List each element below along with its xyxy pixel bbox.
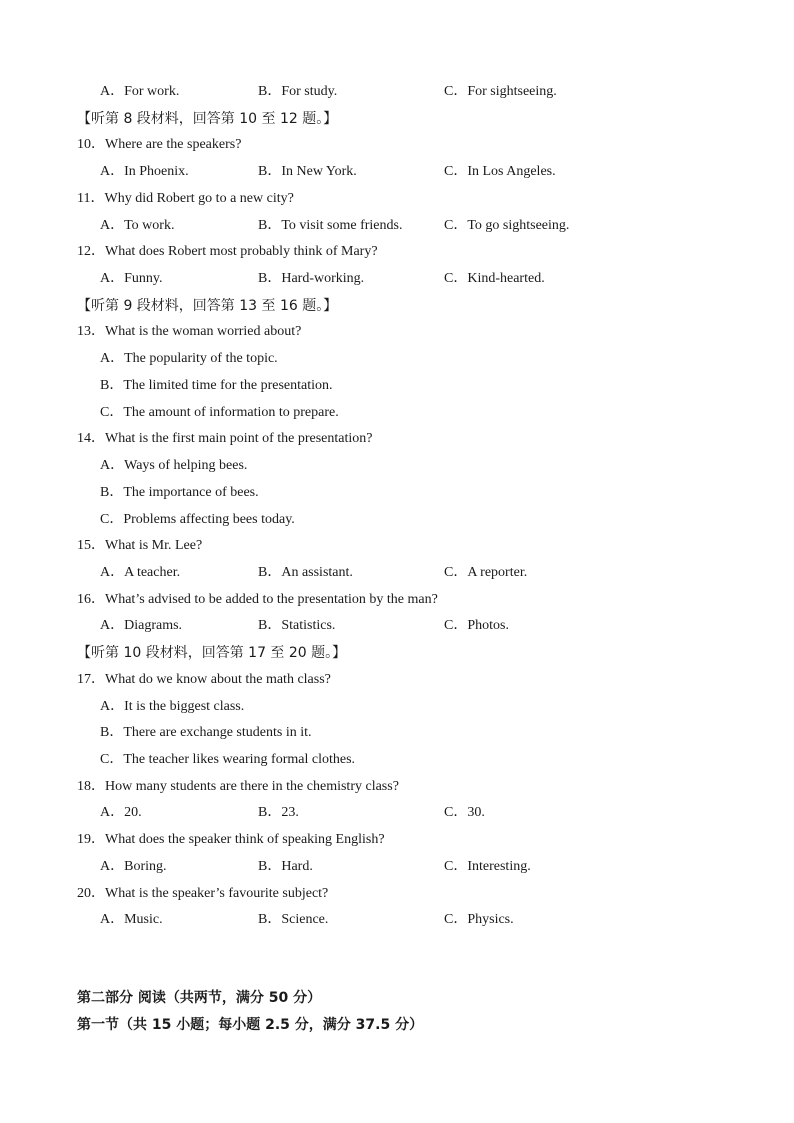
- option-b: B．Hard-working.: [258, 271, 365, 286]
- option-a: A．Boring.: [100, 859, 167, 874]
- section-instruction: 【听第 8 段材料，回答第 10 至 12 题。】: [77, 111, 338, 127]
- option-b: B．23.: [258, 805, 299, 820]
- option-a: A．In Phoenix.: [100, 164, 189, 179]
- option-line: A．It is the biggest class.: [100, 699, 245, 714]
- option-a: A．Music.: [100, 912, 163, 927]
- option-row: [0, 270, 794, 288]
- option-line: B．There are exchange students in it.: [100, 725, 312, 740]
- question-text: 20．What is the speaker’s favourite subject?: [77, 886, 329, 901]
- section-one-title: 第一节（共 15 小题；每小题 2.5 分，满分 37.5 分）: [77, 1017, 424, 1033]
- question-text: 13．What is the woman worried about?: [77, 324, 302, 339]
- question-text: 17．What do we know about the math class?: [77, 672, 331, 687]
- option-line: B．The limited time for the presentation.: [100, 378, 333, 393]
- question-text: 12．What does Robert most probably think of Mary?: [77, 244, 378, 259]
- option-c: C．30.: [444, 805, 485, 820]
- section-instruction: 【听第 10 段材料，回答第 17 至 20 题。】: [77, 645, 347, 661]
- option-a: A．To work.: [100, 218, 175, 233]
- option-a: A．For work.: [100, 84, 180, 99]
- option-row: [0, 564, 794, 582]
- option-a: A．Funny.: [100, 271, 163, 286]
- option-c: C．To go sightseeing.: [444, 218, 570, 233]
- option-line: C．The teacher likes wearing formal clothes.: [100, 752, 356, 767]
- option-a: A．A teacher.: [100, 565, 181, 580]
- option-c: C．Interesting.: [444, 859, 531, 874]
- option-row: [0, 163, 794, 181]
- question-text: 14．What is the first main point of the presentation?: [77, 431, 373, 446]
- part-two-title: 第二部分 阅读（共两节，满分 50 分）: [77, 990, 322, 1006]
- option-row: [0, 83, 794, 101]
- question-text: 19．What does the speaker think of speaking English?: [77, 832, 385, 847]
- option-row: [0, 858, 794, 876]
- option-c: C．Kind-hearted.: [444, 271, 545, 286]
- option-a: A．20.: [100, 805, 142, 820]
- option-b: B．In New York.: [258, 164, 357, 179]
- option-c: C．Photos.: [444, 618, 509, 633]
- option-row: [0, 617, 794, 635]
- question-text: 15．What is Mr. Lee?: [77, 538, 203, 553]
- option-b: B．To visit some friends.: [258, 218, 403, 233]
- option-row: [0, 911, 794, 929]
- option-c: C．In Los Angeles.: [444, 164, 556, 179]
- option-c: C．Physics.: [444, 912, 514, 927]
- question-text: 11．Why did Robert go to a new city?: [77, 191, 294, 206]
- option-b: B．For study.: [258, 84, 338, 99]
- question-text: 18．How many students are there in the chemistry class?: [77, 779, 399, 794]
- question-text: 10．Where are the speakers?: [77, 137, 242, 152]
- option-b: B．Hard.: [258, 859, 313, 874]
- section-instruction: 【听第 9 段材料，回答第 13 至 16 题。】: [77, 298, 338, 314]
- option-b: B．Statistics.: [258, 618, 336, 633]
- option-row: [0, 217, 794, 235]
- option-c: C．For sightseeing.: [444, 84, 557, 99]
- option-row: [0, 804, 794, 822]
- option-line: A．Ways of helping bees.: [100, 458, 248, 473]
- question-text: 16．What’s advised to be added to the presentation by the man?: [77, 592, 438, 607]
- option-line: C．The amount of information to prepare.: [100, 405, 339, 420]
- option-b: B．An assistant.: [258, 565, 353, 580]
- option-b: B．Science.: [258, 912, 329, 927]
- option-line: B．The importance of bees.: [100, 485, 259, 500]
- option-line: A．The popularity of the topic.: [100, 351, 278, 366]
- option-c: C．A reporter.: [444, 565, 528, 580]
- option-line: C．Problems affecting bees today.: [100, 512, 295, 527]
- option-a: A．Diagrams.: [100, 618, 183, 633]
